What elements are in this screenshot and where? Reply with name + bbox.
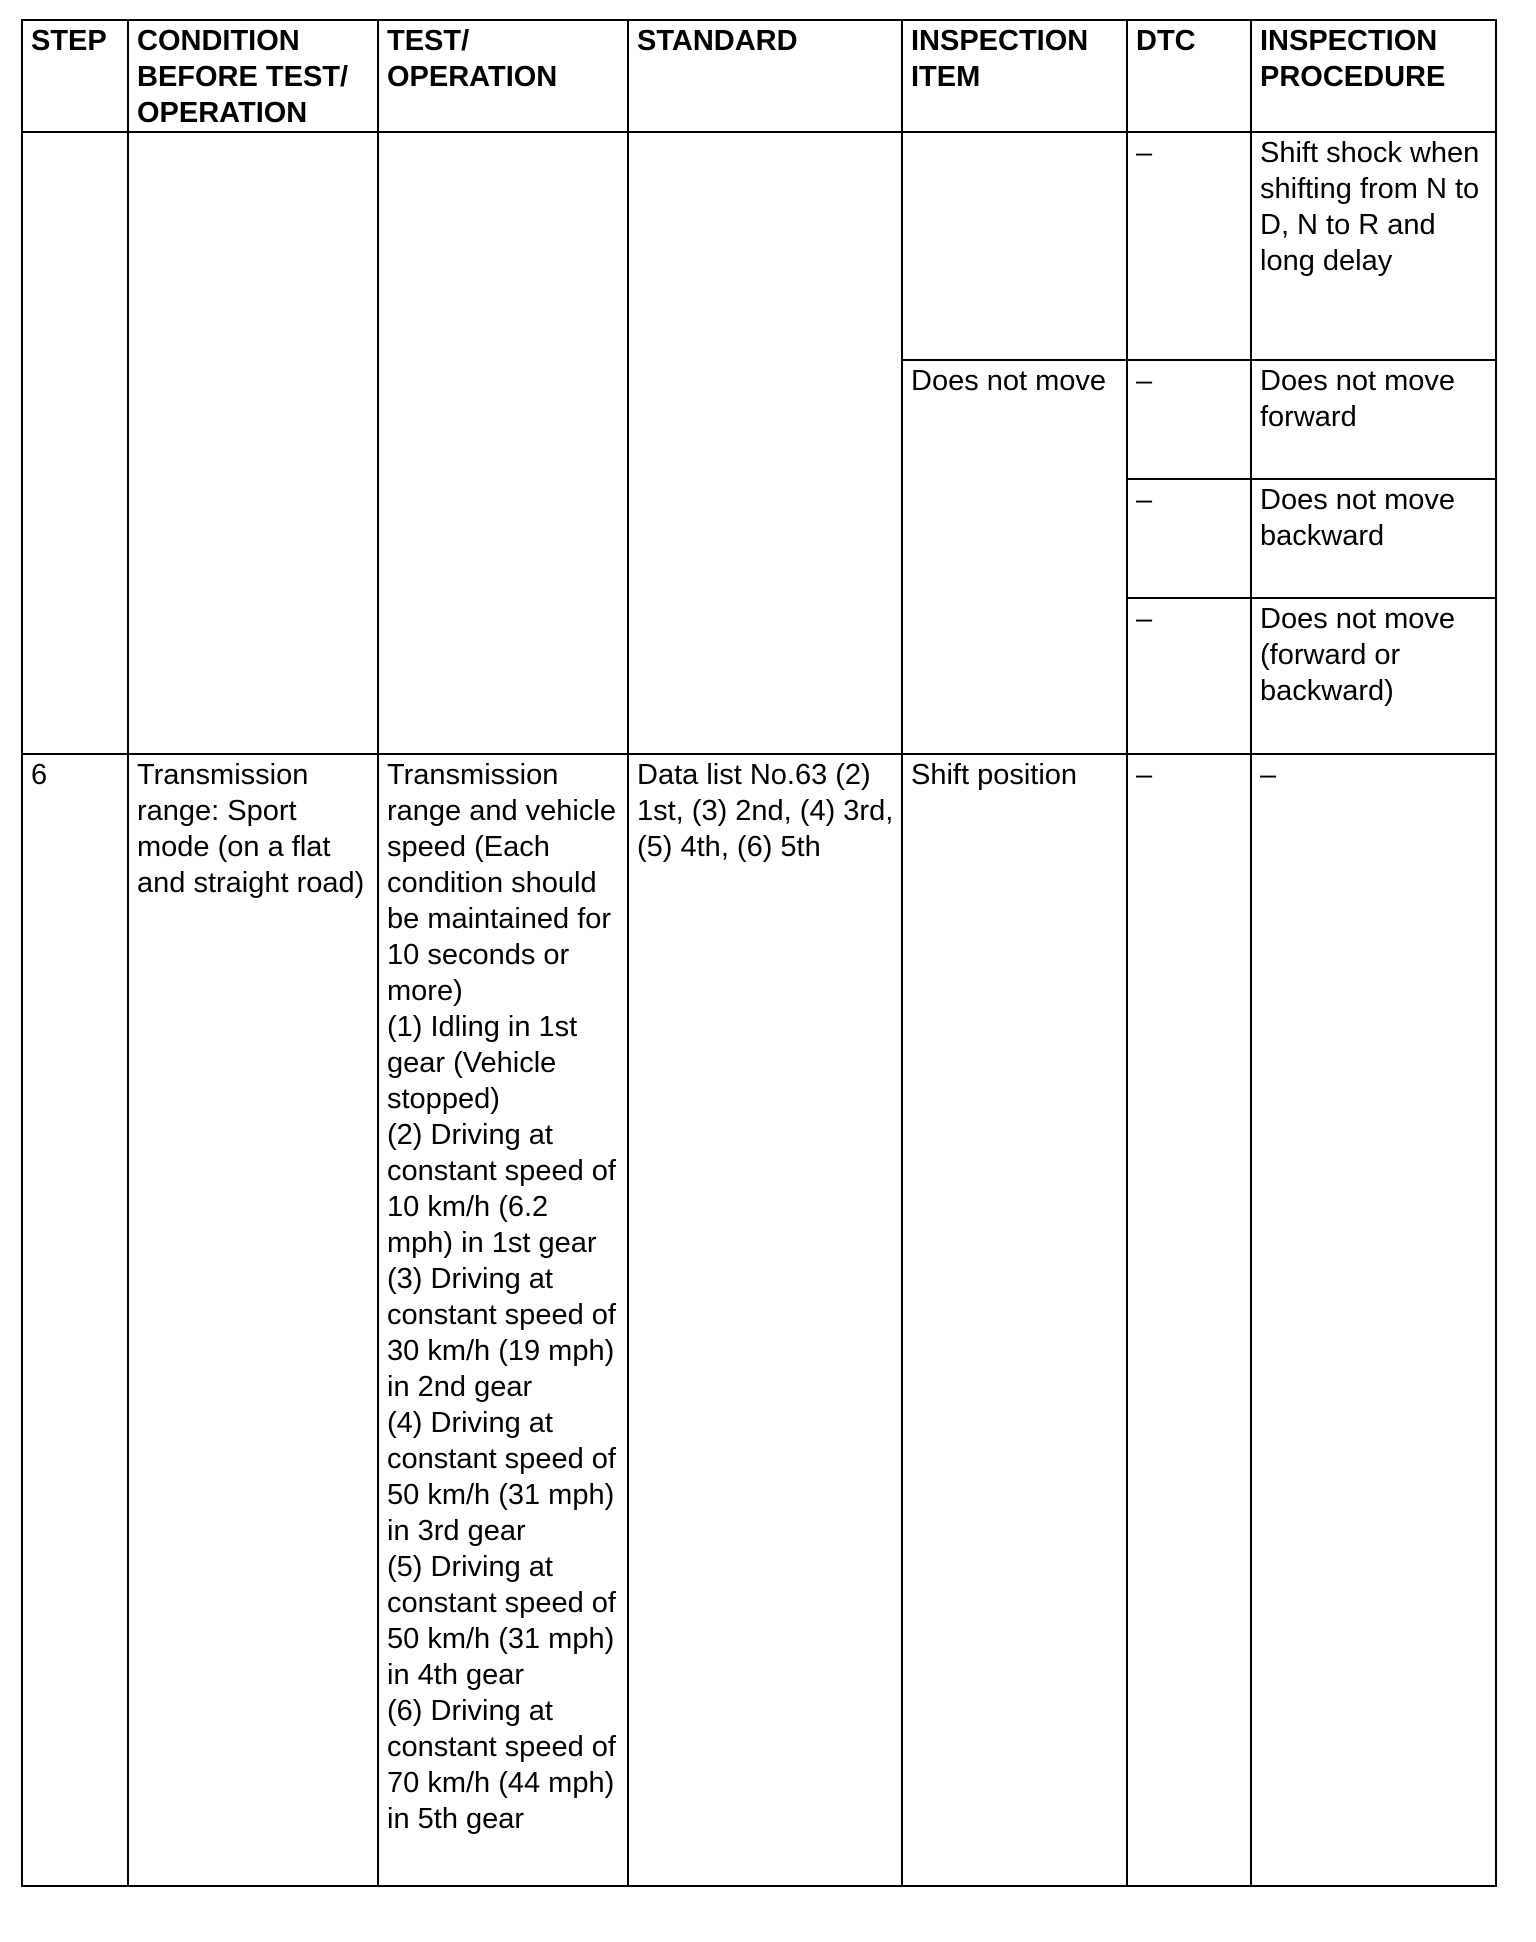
dtc-cell: –: [1127, 132, 1251, 360]
header-inspection-procedure: INSPECTION PROCEDURE: [1251, 20, 1496, 132]
header-condition: CONDITION BEFORE TEST/ OPERATION: [128, 20, 378, 132]
inspection-procedure-table: [21, 19, 1497, 1887]
procedure-does-not-move-either: Does not move (forward or backward): [1251, 598, 1496, 754]
continued-condition-cell: [128, 132, 378, 754]
continued-step-cell: [22, 132, 128, 754]
procedure-does-not-move-backward: Does not move backward: [1251, 479, 1496, 598]
step-condition: Transmission range: Sport mode (on a flat and straight road): [128, 754, 378, 1886]
dtc-cell: –: [1127, 360, 1251, 479]
step-test-operation: Transmission range and vehicle speed (Each condition should be maintained for 10 seconds or more) (1) Idling in 1st gear (Vehicle stopped) (2) Driving at constant speed of 10 km/h (6.2 mph) in 1st gear (3) Driving at constant speed of 30 km/h (19 mph) in 2nd gear (4) Driving at constant speed of 50 km/h (31 mph) in 3rd gear (5) Driving at constant speed of 50 km/h (31 mph) in 4th gear (6) Driving at constant speed of 70 km/h (44 mph) in 5th gear: [378, 754, 628, 1886]
step-standard: Data list No.63 (2) 1st, (3) 2nd, (4) 3rd, (5) 4th, (6) 5th: [628, 754, 902, 1886]
header-standard: STANDARD: [628, 20, 902, 132]
table-row-step-6: [22, 754, 1496, 1886]
step-procedure: –: [1251, 754, 1496, 1886]
continued-inspection-item-cell: [902, 132, 1127, 360]
header-step: STEP: [22, 20, 128, 132]
table-row: [22, 132, 1496, 360]
header-test-operation: TEST/ OPERATION: [378, 20, 628, 132]
table-header-row: [22, 20, 1496, 132]
step-inspection-item: Shift position: [902, 754, 1127, 1886]
header-inspection-item: INSPECTION ITEM: [902, 20, 1127, 132]
step-number: 6: [22, 754, 128, 1886]
dtc-cell: –: [1127, 479, 1251, 598]
continued-standard-cell: [628, 132, 902, 754]
header-dtc: DTC: [1127, 20, 1251, 132]
procedure-shift-shock: Shift shock when shifting from N to D, N to R and long delay: [1251, 132, 1496, 360]
procedure-does-not-move-forward: Does not move forward: [1251, 360, 1496, 479]
continued-test-cell: [378, 132, 628, 754]
step-dtc: –: [1127, 754, 1251, 1886]
inspection-item-does-not-move: Does not move: [902, 360, 1127, 754]
dtc-cell: –: [1127, 598, 1251, 754]
